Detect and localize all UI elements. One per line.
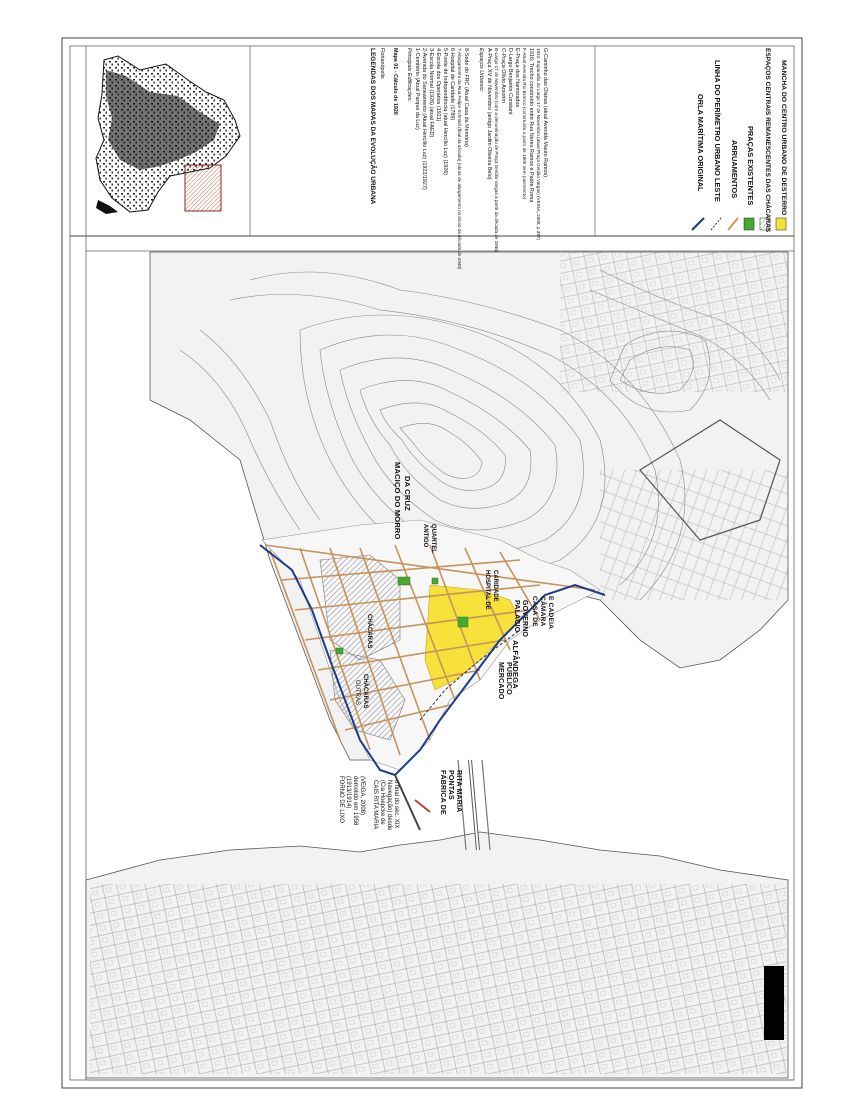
legend-building-item: 1-Cemitério (Atual Parque da Luz) (414, 48, 420, 130)
legend-spaces-heading: Espaços Urbanos: (478, 48, 484, 93)
label-fabrica-3: RITA MARIA (455, 770, 462, 813)
label-morro-line2: DA CRUZ (403, 476, 412, 511)
label-quartel-1: ANTIGO (422, 524, 428, 548)
legend-building-item: 8-Sede do FRC (Atual Casa da Memória) (463, 48, 469, 147)
label-cais-1: CAIS RITA MARIA (372, 780, 378, 830)
scale-bar (764, 966, 784, 1040)
label-chacaras-south-2: CHÁCARAS (362, 674, 368, 709)
inset-study-area (185, 165, 221, 211)
label-casa-camara-3: E CADEIA (547, 596, 554, 630)
label-alfandega: ALFÂNDEGA (511, 640, 520, 689)
legend-building-item: 5-Ponte de Independência (atual Hercílio Luz) (1926) (442, 48, 448, 176)
squares-swatch-icon (744, 218, 754, 230)
label-hospital-2: CARIDADE (492, 570, 498, 602)
label-cais-3: Navegação) desde (386, 780, 392, 831)
label-forno-1: FORNO DE LIXO (338, 776, 344, 824)
legend-item-center: MANCHA DO CENTRO URBANO DE DESTERRO (780, 60, 787, 216)
center-swatch-icon (776, 218, 786, 230)
label-fabrica-1: FÁBRICA DE (439, 770, 446, 815)
legend-space-item: E-Praça dos Namorados (514, 48, 520, 108)
legend-building-item: 3-Escola Normal (1926) (atual FAED) (428, 48, 434, 138)
label-casa-camara-2: CÂMARA (539, 596, 546, 627)
label-casa-camara-1: CASA DE (531, 596, 538, 627)
legend-building-item: 6-Hospital de Caridade (1789) (449, 48, 455, 121)
label-mercado-2: PÚBLICO (505, 662, 512, 695)
legend-space-item: G-Caminho das Olarias (atual Avenida Mauro Ramos) (542, 48, 548, 178)
legend-space-item: 1916: Trecho construído entre Rua Nereu Ramos e Padre Roma (528, 48, 534, 203)
label-forno-3: demolido em 1958 (352, 776, 358, 826)
legend-item-perimeter: LINHA DO PERÍMETRO URBANO LESTE (713, 60, 722, 202)
legend-building-item: 2-Avenida do Saneamento (Atual Hercílio Luz) (1922/1927) (421, 48, 427, 190)
label-forno-4: (VEIGA, 2008) (359, 776, 365, 816)
label-chacaras-north: CHÁCARAS (366, 614, 372, 649)
legend-space-item: F-Atual Avenida Rio Branco (construída a partir de 1900 sem pavimento) (522, 48, 527, 200)
label-hospital-1: HOSPITAL DE (484, 570, 490, 610)
legend-buildings-heading: Principais Edificações: (406, 48, 412, 102)
legend-building-item: 7-Alargamento da Rua Felipe Schmidt (final da década) (obras de alargamento no início da década de 1940) (457, 48, 462, 270)
legend-space-item: 1921: Expansão do Largo 17 de Novembro (atual Praça Getúlio Vargas) (VEIGA, 2008, p.397) (536, 48, 541, 240)
legend-map-caption: Mapa 01 - Cálculo de 1926 (392, 48, 398, 115)
label-cais-4: o final do séc. XIX (393, 780, 399, 829)
legend-building-item: 4-Escola dos Operários (1921) (435, 48, 441, 122)
legend-space-item: A-Praça XV de Novembro (antigo Jardim Oliveira Belo) (486, 48, 492, 180)
label-palacio-1: PALÁCIO (513, 600, 520, 633)
label-forno-2: (1913/1914) (345, 776, 351, 809)
label-quartel-2: QUARTEL (430, 524, 436, 553)
legend-item-squares: PRAÇAS EXISTENTES (746, 126, 755, 206)
legend-item-shoreline: ORLA MARÍTIMA ORIGINAL (696, 94, 705, 192)
label-chacaras-south-1: OUTRAS (354, 680, 360, 706)
legend-title: LEGENDAS DOS MAPAS DA EVOLUÇÃO URBANA (369, 48, 376, 205)
label-cais-2: (Cia Hoepcke de (379, 780, 385, 825)
label-morro-line1: MACIÇO DO MORRO (393, 462, 402, 540)
legend-space-item: B-Largo 17 de Novembro (com a denominação de Praça Getúlio Vargas a partir da década de 1940) (494, 48, 499, 253)
label-palacio-2: GOVERNO (521, 600, 528, 638)
legend-city: Florianópolis (379, 48, 385, 79)
label-mercado-1: MERCADO (497, 662, 504, 700)
legend-space-item: D-Largo Benjamin Constant (507, 48, 513, 115)
label-fabrica-2: PONTAS (447, 770, 454, 800)
legend-item-streets: ARRUAMENTOS (730, 140, 739, 199)
legend-space-item: C-Praça Olívio Amorim (500, 48, 506, 103)
legend-item-chacaras: ESPAÇOS CENTRAIS REMANESCENTES DAS CHÁCARAS (764, 48, 771, 233)
